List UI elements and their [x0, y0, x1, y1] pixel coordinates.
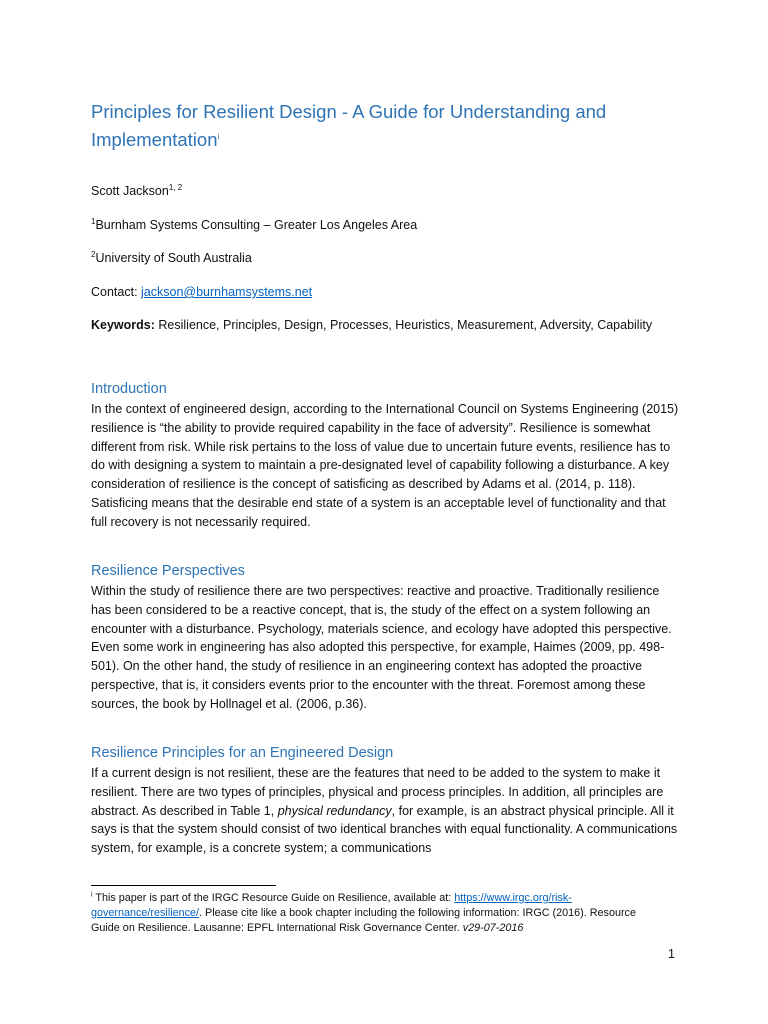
section-heading-principles: Resilience Principles for an Engineered Design [91, 745, 394, 761]
keywords-line [91, 316, 652, 334]
footnote-link[interactable]: https://www.irgc.org/risk-governance/resilience/ [91, 892, 572, 919]
footnote-text-a: This paper is part of the IRGC Resource Guide on Resilience, available at: [92, 892, 455, 904]
affiliation-1 [91, 216, 417, 234]
author-name: Scott Jackson [91, 184, 169, 198]
affiliation-2 [91, 249, 252, 267]
principles-text-b: , for example, is an abstract physical principle. All it says is that the system should consist of two identical branches with equal functionality. A communications system, for example, is a concrete system; a communications [91, 803, 678, 856]
section-body-perspectives: Within the study of resilience there are two perspectives: reactive and proactive. Traditionally resilience has been considered to be a reactive concept, that is, the study of the effect on a system following an encounter with a disturbance. Psychology, materials science, and ecology have adopted this perspective. Even some work in engineering has also adopted this perspective, for example, Haimes (2009, pp. 498-501). On the other hand, the study of resilience in an engineering context has adopted the proactive perspective, that is, it considers events prior to the encounter with the threat. Foremost among these sources, the book by Hollnagel et al. (2006, p.36). [91, 584, 672, 711]
contact-email-link[interactable]: jackson@burnhamsystems.net [141, 285, 313, 299]
principles-text-a: If a current design is not resilient, these are the features that need to be added to the system to make it resilient. There are two types of principles, physical and process principles. In addition, all principles are abstract. As described in Table 1, [91, 766, 664, 818]
section-body-principles [91, 764, 681, 858]
section-heading-introduction: Introduction [91, 381, 167, 397]
section-heading-perspectives: Resilience Perspectives [91, 563, 245, 579]
footnote-separator [91, 885, 276, 886]
section-body-introduction: In the context of engineered design, according to the International Council on Systems Engineering (2015) resilience is “the ability to provide required capability in the face of adversity”. Resilience is somewhat different from risk. While risk pertains to the loss of value due to uncertain future events, resilience has to do with designing a system to maintain a pre-designated level of capability following a disturbance. A key consideration of resilience is the concept of satisficing as described by Adams et al. (2014, p. 118). Satisficing means that the desirable end state of a system is an acceptable level of functionality and that full recovery is not necessarily required. [91, 402, 679, 529]
contact-line [91, 283, 312, 301]
document-title [91, 98, 691, 154]
title-footnote-marker[interactable]: i [217, 131, 220, 141]
affiliation-1-text: Burnham Systems Consulting – Greater Los Angeles Area [95, 218, 418, 232]
footnote-marker: i [91, 891, 93, 899]
author-affiliation-sup: 1, 2 [168, 182, 183, 192]
keywords-label: Keywords: [91, 318, 155, 332]
title-text: Principles for Resilient Design - A Guide for Understanding and Implementation [91, 101, 607, 150]
footnote-version: v29-07-2016 [462, 922, 524, 934]
footnote [91, 891, 651, 936]
affiliation-1-sup: 1 [91, 216, 96, 226]
page-number: 1 [668, 947, 675, 961]
footnote-text-b: . Please cite like a book chapter including the following information: IRGC (2016). Resource Guide on Resilience. Lausanne: EPFL International Risk Governance Center. [91, 907, 636, 934]
affiliation-2-text: University of South Australia [95, 251, 252, 265]
keywords-text: Resilience, Principles, Design, Processes, Heuristics, Measurement, Adversity, Capability [154, 318, 653, 332]
author-line [91, 182, 182, 200]
contact-label: Contact: [91, 285, 142, 299]
affiliation-2-sup: 2 [91, 249, 96, 259]
principles-italic-term: physical redundancy [277, 803, 392, 818]
